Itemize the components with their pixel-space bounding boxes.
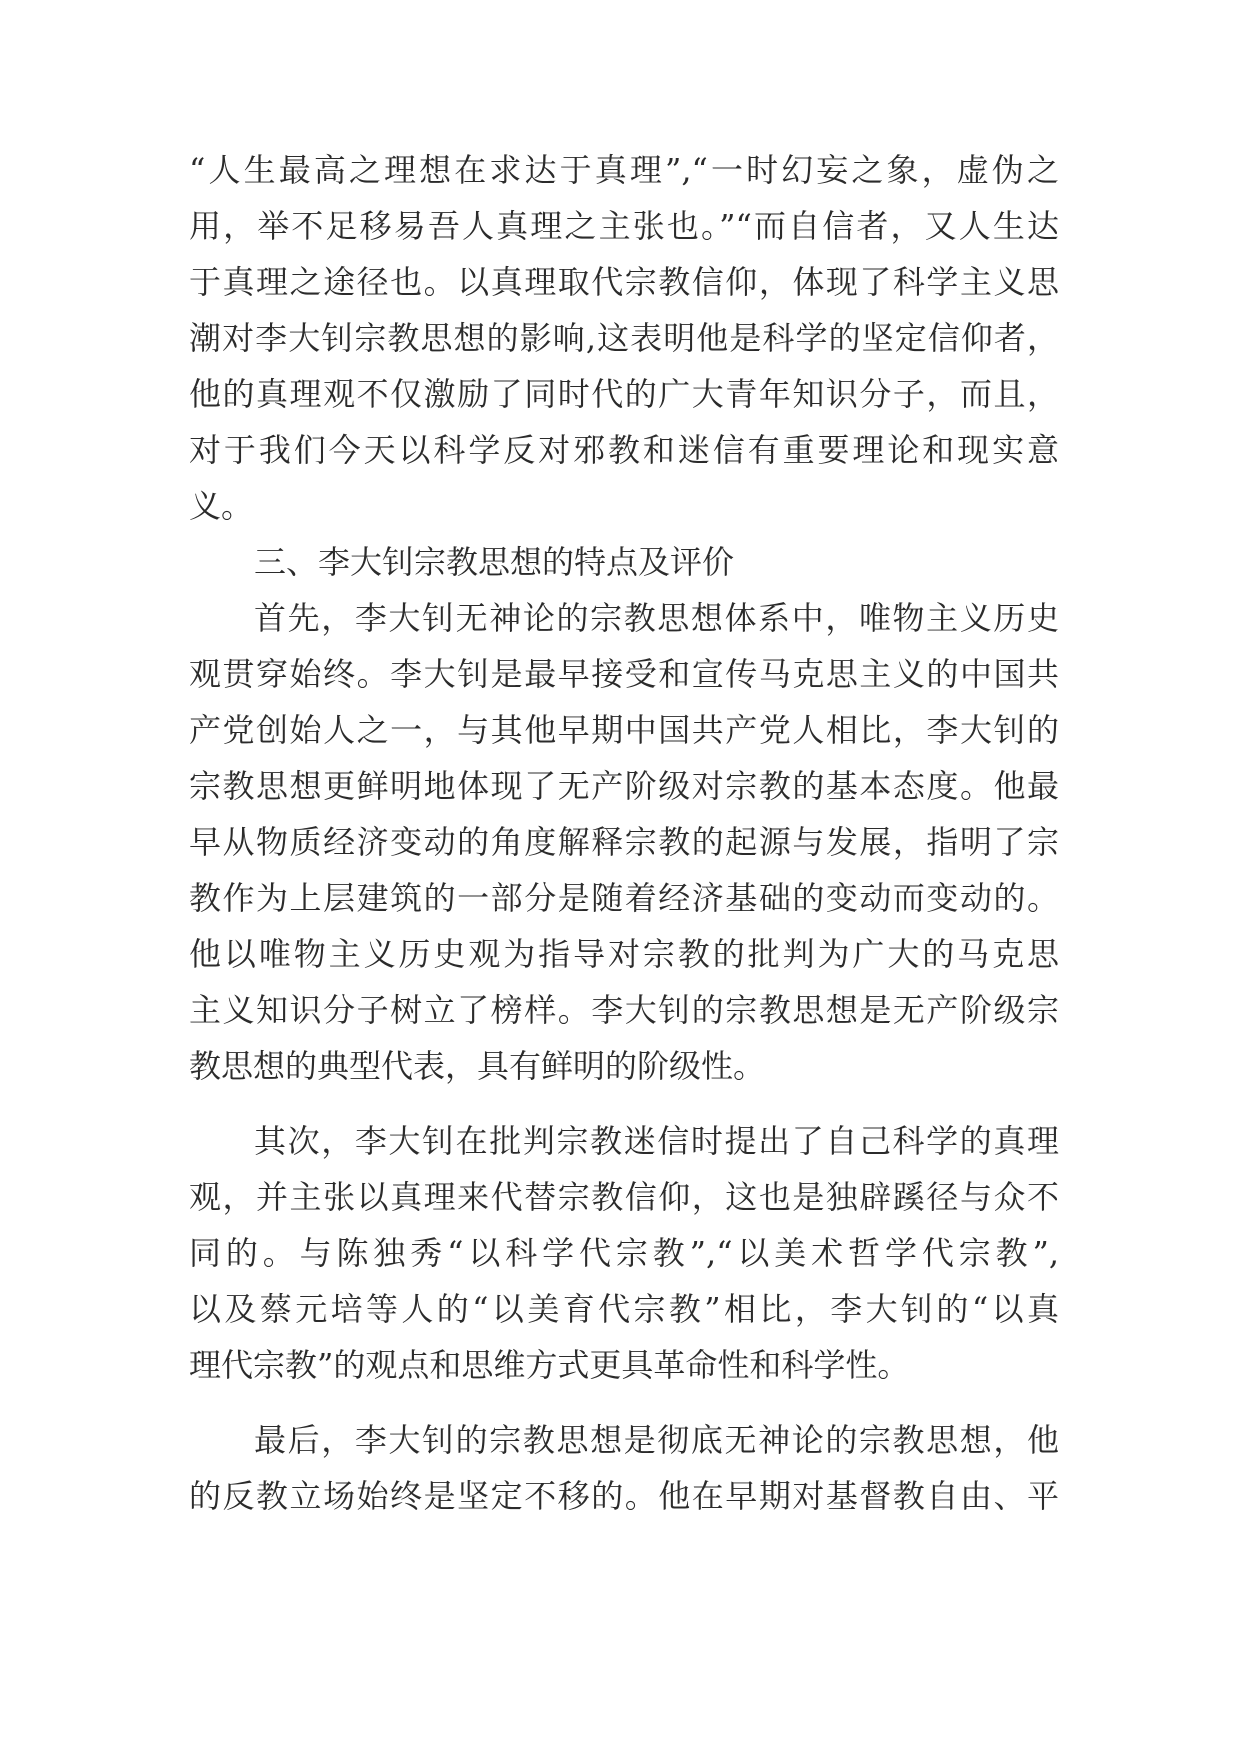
paragraph-2-line-9: 教思想的典型代表，具有鲜明的阶级性。 — [189, 1047, 766, 1085]
section-heading: 三、李大钊宗教思想的特点及评价 — [254, 543, 735, 581]
paragraph-2-line-8: 主义知识分子树立了榜样。李大钊的宗教思想是无产阶级宗 — [189, 991, 1059, 1029]
paragraph-1-line-6: 对于我们今天以科学反对邪教和迷信有重要理论和现实意 — [189, 431, 1059, 469]
paragraph-4-line-2: 的反教立场始终是坚定不移的。他在早期对基督教自由、平 — [189, 1477, 1059, 1515]
paragraph-3-line-4: 以及蔡元培等人的“以美育代宗教”相比，李大钊的“以真 — [189, 1290, 1059, 1328]
paragraph-3-line-1: 其次，李大钊在批判宗教迷信时提出了自己科学的真理 — [254, 1122, 1059, 1160]
paragraph-1-line-4: 潮对李大钊宗教思想的影响,这表明他是科学的坚定信仰者， — [189, 319, 1059, 357]
paragraph-2-line-7: 他以唯物主义历史观为指导对宗教的批判为广大的马克思 — [189, 935, 1059, 973]
paragraph-3-line-2: 观，并主张以真理来代替宗教信仰，这也是独辟蹊径与众不 — [189, 1178, 1059, 1216]
paragraph-2-line-2: 观贯穿始终。李大钊是最早接受和宣传马克思主义的中国共 — [189, 655, 1059, 693]
paragraph-1-line-1: “人生最高之理想在求达于真理”,“一时幻妄之象，虚伪之 — [189, 151, 1059, 189]
paragraph-2-line-1: 首先，李大钊无神论的宗教思想体系中，唯物主义历史 — [254, 599, 1059, 637]
paragraph-1-line-7: 义。 — [189, 487, 254, 525]
paragraph-1-line-2: 用，举不足移易吾人真理之主张也。”“而自信者，又人生达 — [189, 207, 1059, 245]
paragraph-3-line-5: 理代宗教”的观点和思维方式更具革命性和科学性。 — [189, 1346, 910, 1384]
paragraph-3-line-3: 同的。与陈独秀“以科学代宗教”,“以美术哲学代宗教”, — [189, 1234, 1059, 1272]
paragraph-4-line-1: 最后，李大钊的宗教思想是彻底无神论的宗教思想，他 — [254, 1421, 1059, 1459]
paragraph-2-line-5: 早从物质经济变动的角度解释宗教的起源与发展，指明了宗 — [189, 823, 1059, 861]
paragraph-2-line-3: 产党创始人之一，与其他早期中国共产党人相比，李大钊的 — [189, 711, 1059, 749]
paragraph-1-line-3: 于真理之途径也。以真理取代宗教信仰，体现了科学主义思 — [189, 263, 1059, 301]
paragraph-1-line-5: 他的真理观不仅激励了同时代的广大青年知识分子，而且， — [189, 375, 1059, 413]
paragraph-2-line-4: 宗教思想更鲜明地体现了无产阶级对宗教的基本态度。他最 — [189, 767, 1059, 805]
paragraph-2-line-6: 教作为上层建筑的一部分是随着经济基础的变动而变动的。 — [189, 879, 1059, 917]
